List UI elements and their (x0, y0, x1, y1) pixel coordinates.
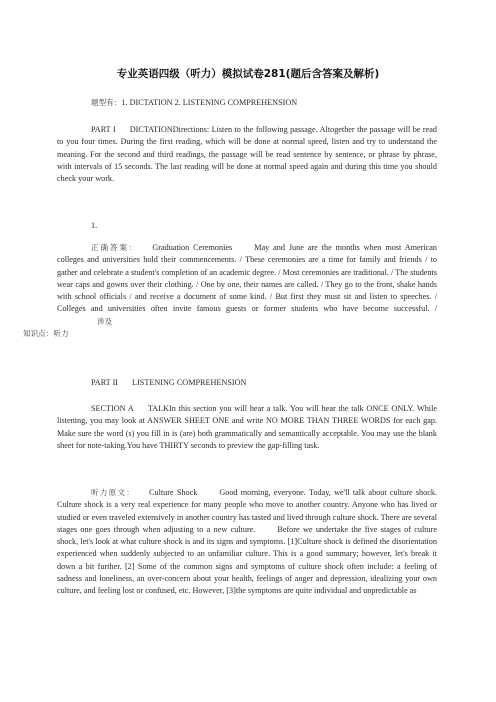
question-types-label: 题型有： (91, 98, 122, 107)
section-a-directions: In this section you will hear a talk. You will hear the talk ONCE ONLY. While listening, you may look at ANSWER SHEET ONE and write NO MORE THAN THREE WORDS for each gap. Make sure the word (s) you fill in is (are) both grammatically and semantically acceptable. You may use the blank sheet for note-taking.You have THIRTY seconds to preview the gap-filling task. (57, 404, 437, 450)
part2-subheading: LISTENING COMPREHENSION (132, 378, 247, 387)
part2-heading: PART II (91, 378, 119, 387)
part1-heading: PART I (91, 125, 116, 134)
section-a-subheading: TALK (147, 404, 169, 413)
question-number: 1. (91, 221, 98, 230)
document-title: 专业英语四级（听力）模拟试卷281(题后含答案及解析) (116, 68, 380, 80)
topic-label: 涉及 (97, 316, 113, 326)
part1-subheading: DICTATION (129, 125, 173, 134)
transcript-block (57, 487, 437, 598)
answer-block (23, 242, 437, 340)
transcript-title: Culture Shock (149, 488, 198, 497)
answer-text: May and June are the months when most American colleges and universities hold their commencements. / These ceremonies are a time for family and friends / to gather and celebrate a student's completion of an academic degree. / Most ceremonies are traditional. / The students wear caps and gowns over their clothing. / One by one, their names are called. / They go to the front, shake hands with school officials / and receive a document of some kind. / But first they must sit and listen to speeches. / Colleges and universities often invite famous guests or former students who have become successful. / (57, 243, 437, 314)
question-types-line (57, 97, 437, 109)
topic-text: 知识点：听力 (23, 329, 69, 339)
answer-title: Graduation Ceremonies (152, 243, 233, 252)
answer-label: 正确答案： (91, 243, 139, 252)
transcript-text: Good morning, everyone. Today, we'll talk about culture shock. Culture shock is a very real experience for many people who move to another country. Anyone who has lived or studied or even traveled extensively in another country has tasted and lived through culture shock. There are several stages one goes through when adjusting to a new culture. (57, 488, 438, 534)
part1-block (57, 124, 437, 185)
part1-directions: Directions: Listen to the following passage. Altogether the passage will be read to you four times. During the first reading, which will be done at normal speed, listen and try to understand the meaning. For the second and third readings, the passage will be read sentence by sentence, or phrase by phrase, with intervals of 15 seconds. The last reading will be done at normal speed again and during this time you should check your work. (57, 125, 437, 184)
question-types-text: 1. DICTATION 2. LISTENING COMPREHENSION (121, 98, 298, 107)
part2-block (57, 377, 437, 389)
transcript-label: 听力原文： (91, 488, 136, 497)
transcript-text-2: Before we undertake the five stages of culture shock, let's look at what culture shock is and its signs and symptoms. [1]Culture shock is defined the disorientation experienced when suddenly subjected to an unfamiliar culture. This is a good summary; however, let's break it down a bit further. [2] Some of the common signs and symptoms of culture shock often include: a feeling of sadness and loneliness, an over-concern about your health, feelings of anger and depression, idealizing your own culture, and feeling lost or confused, etc. However, [3]the symptoms are quite individual and unpredictable as (57, 524, 437, 596)
section-a-heading: SECTION A (91, 404, 134, 413)
section-a-block (57, 403, 437, 452)
